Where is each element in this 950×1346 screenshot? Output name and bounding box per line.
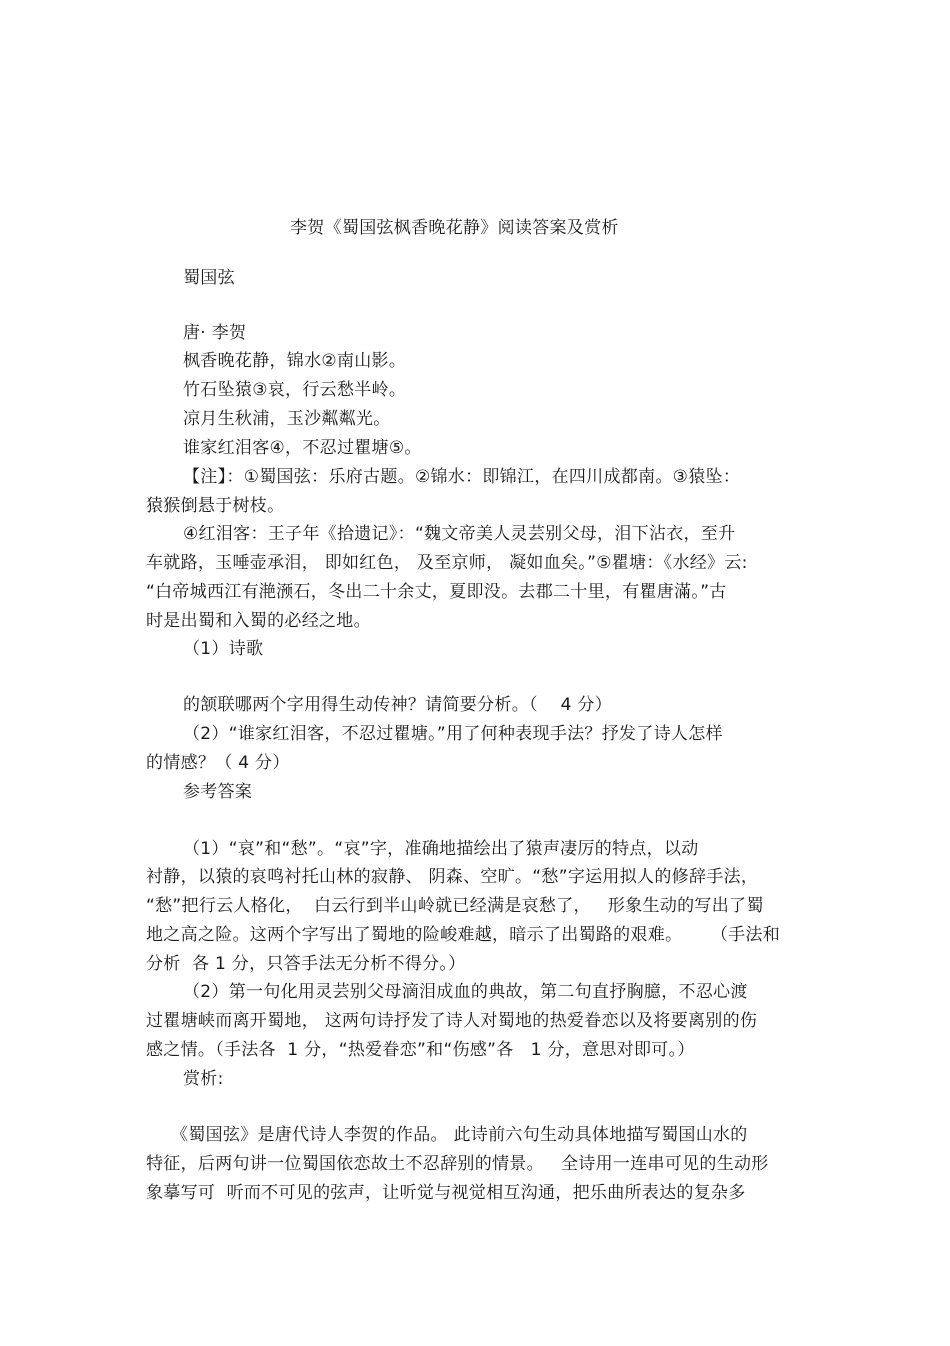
- text-line: 参考答案: [183, 782, 253, 802]
- text-line: 的颔联哪两个字用得生动传神？请简要分析。（ 4 分）: [183, 695, 613, 715]
- document-title: 李贺《蜀国弦枫香晚花静》阅读答案及赏析: [290, 218, 619, 238]
- text-line: （2）第一句化用灵芸别父母滴泪成血的典故，第二句直抒胸臆，不忍心渡: [183, 982, 748, 1002]
- text-line: 竹石坠猿③哀，行云愁半岭。: [183, 380, 407, 400]
- text-line: 衬静，以猿的哀鸣衬托山林的寂静、 阴森、空旷。“愁”字运用拟人的修辞手法，: [146, 867, 759, 887]
- text-line: （2）“谁家红泪客，不忍过瞿塘。”用了何种表现手法？抒发了诗人怎样: [183, 724, 723, 744]
- text-line: 赏析:: [183, 1069, 224, 1089]
- text-line: 【注】：①蜀国弦：乐府古题。②锦水：即锦江，在四川成都南。③猿坠：: [183, 467, 741, 487]
- text-line: （1）“哀”和“愁”。“哀”字，准确地描绘出了猿声凄厉的特点，以动: [183, 839, 699, 859]
- text-line: 唐· 李贺: [183, 323, 247, 343]
- text-line: 猿猴倒悬于树枝。: [146, 496, 285, 516]
- text-line: 的情感？（ 4 分）: [146, 753, 290, 773]
- text-line: ④红泪客：王子年《拾遗记》：“魏文帝美人灵芸别父母，泪下沾衣，至升: [183, 524, 736, 544]
- text-line: 时是出蜀和入蜀的必经之地。: [146, 611, 371, 631]
- text-line: “愁”把行云人格化， 白云行到半山岭就已经满是哀愁了， 形象生动的写出了蜀: [146, 896, 764, 916]
- text-line: 车就路，玉唾壶承泪， 即如红色， 及至京师， 凝如血矣。”⑤瞿塘：《水经》云:: [146, 553, 748, 573]
- text-line: 蜀国弦: [183, 268, 235, 288]
- text-line: 地之高之险。这两个字写出了蜀地的险峻难越，暗示了出蜀路的艰难。 （手法和: [146, 925, 781, 945]
- text-line: 《蜀国弦》是唐代诗人李贺的作品。 此诗前六句生动具体地描写蜀国山水的: [171, 1125, 748, 1145]
- text-line: 谁家红泪客④，不忍过瞿塘⑤。: [183, 438, 422, 458]
- text-line: 过瞿塘峡而离开蜀地， 这两句诗抒发了诗人对蜀地的热爱眷恋以及将要离别的伤: [146, 1011, 758, 1031]
- text-line: “白帝城西江有滟滪石，冬出二十余丈，夏即没。去郡二十里，有瞿唐滿。”古: [146, 582, 727, 602]
- text-line: 象摹写可 听而不可见的弦声，让听觉与视觉相互沟通，把乐曲所表达的复杂多: [146, 1183, 746, 1203]
- text-line: 凉月生秋浦，玉沙粼粼光。: [183, 409, 391, 429]
- text-line: 枫香晚花静，锦水②南山影。: [183, 351, 407, 371]
- text-line: 分析 各 1 分，只答手法无分析不得分。）: [146, 954, 466, 974]
- text-line: （1）诗歌: [183, 639, 264, 659]
- text-line: 特征，后两句讲一位蜀国依恋故土不忍辞别的情景。 全诗用一连串可见的生动形: [146, 1154, 769, 1174]
- text-line: 感之情。（手法各 1 分，“热爱眷恋”和“伤感”各 1 分，意思对即可。）: [146, 1040, 695, 1060]
